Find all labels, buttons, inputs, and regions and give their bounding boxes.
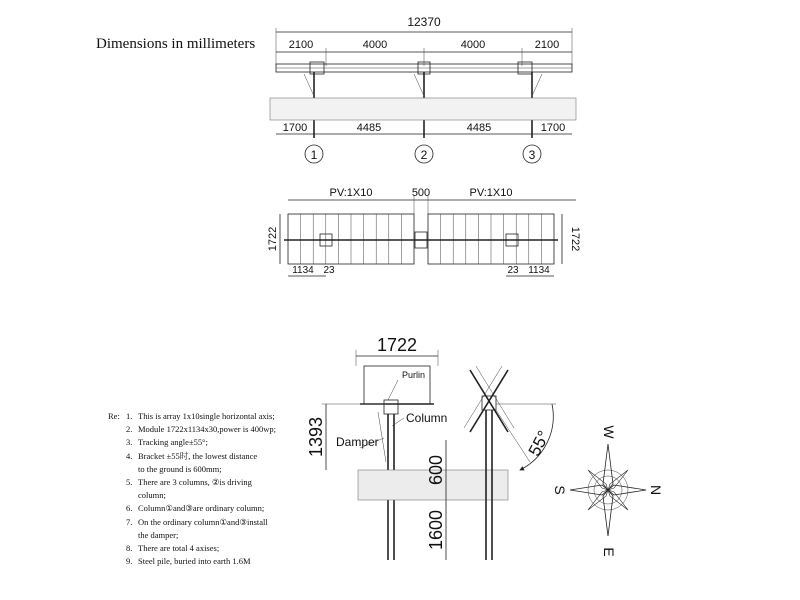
height-600: 600 [426, 454, 446, 486]
tracking-angle-label: 55° [524, 427, 554, 460]
pv-height-right: 1722 [569, 226, 581, 252]
pv-height-left: 1722 [267, 226, 279, 252]
dim-upper-3: 4000 [460, 39, 486, 51]
note-7: 7. On the ordinary column①and③install [126, 516, 268, 527]
note-7-cont: the damper; [138, 529, 179, 540]
note-5: 5. There are 3 columns, ②is driving [126, 477, 252, 488]
column-label-1: 1 [310, 148, 318, 162]
note-8: 8. There are total 4 axises; [126, 543, 220, 554]
dim-upper-2: 4000 [362, 39, 388, 51]
notes-block [108, 410, 276, 568]
note-2: 2. Module 1722x1134x30,power is 400wp; [126, 424, 277, 435]
dim-upper-4: 2100 [534, 39, 560, 51]
note-6: 6. Column①and③are ordinary column; [126, 503, 265, 514]
dim-lower-3: 4485 [466, 122, 492, 134]
damper-label: Damper [336, 435, 379, 449]
compass-e: E [601, 547, 617, 557]
side-view-tilted [464, 366, 556, 560]
pv-gap-label: 500 [411, 187, 431, 199]
note-9: 9. Steel pile, buried into earth 1.6M [126, 556, 251, 567]
height-1393: 1393 [306, 416, 326, 458]
note-4-cont: to the ground is 600mm; [138, 463, 222, 474]
elevation-view [270, 15, 576, 163]
height-1600: 1600 [426, 509, 446, 551]
compass-rose [552, 425, 664, 556]
angle-ray [496, 410, 530, 462]
dim-lower-2: 4485 [356, 122, 382, 134]
pv-left-gap: 23 [323, 265, 335, 276]
column-label-3: 3 [528, 148, 536, 162]
damper-bar [378, 412, 386, 462]
compass-n: N [648, 484, 664, 496]
pv-right-label: PV:1X10 [469, 187, 513, 199]
dim-total: 12370 [407, 15, 441, 29]
pv-left-module: 1134 [292, 265, 314, 276]
compass-w: W [601, 425, 617, 439]
dim-lower-4: 1700 [540, 122, 566, 134]
purlin-label: Purlin [402, 370, 426, 380]
dim-lower-1: 1700 [282, 122, 308, 134]
pv-left-label: PV:1X10 [329, 187, 373, 199]
pv-right-module: 1134 [528, 265, 550, 276]
plan-view [267, 187, 581, 276]
ground-band [270, 98, 576, 120]
diagram-title: Dimensions in millimeters [96, 36, 256, 52]
note-3: 3. Tracking angle±55°; [126, 437, 208, 448]
dim-upper-1: 2100 [288, 39, 314, 51]
compass-s: S [552, 485, 568, 495]
note-4: 4. Bracket ±55时, the lowest distance [126, 450, 258, 461]
notes-lead: Re: [108, 411, 120, 421]
column-label: Column [406, 411, 448, 425]
pv-right-gap: 23 [507, 265, 519, 276]
note-1: Re: 1. This is array 1x10single horizontal axis; [108, 410, 276, 423]
drive-head [384, 400, 398, 414]
column-label-2: 2 [420, 148, 428, 162]
note-5-cont: column; [138, 490, 166, 501]
module-width-label: 1722 [376, 335, 418, 355]
